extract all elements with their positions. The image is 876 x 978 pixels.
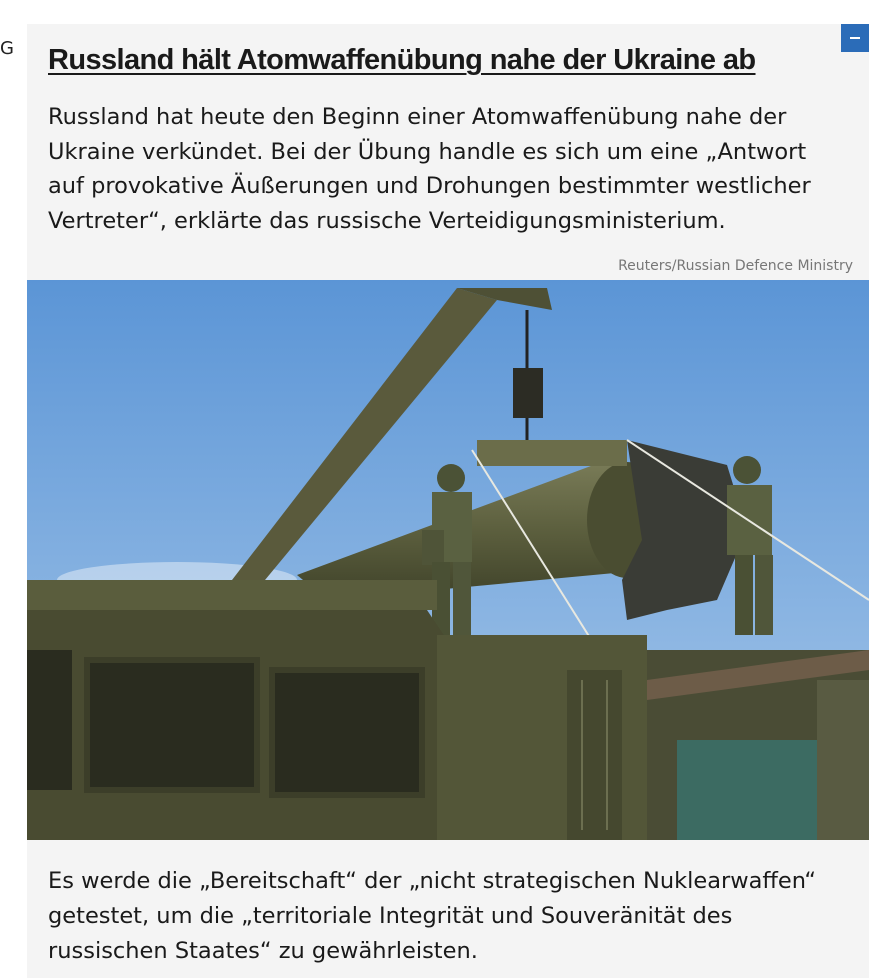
news-ticker-card	[27, 24, 869, 978]
article-headline[interactable]: Russland hält Atomwaffenübung nahe der Ukraine ab	[48, 44, 756, 76]
collapse-button[interactable]	[841, 24, 869, 52]
minus-icon	[850, 37, 860, 39]
article-photo	[27, 280, 869, 840]
image-caption: Es werde die „Bereitschaft“ der „nicht strategischen Nuklearwaffen“ getestet, um die „territoriale Integrität und Souveränität des russischen Staates“ zu gewährleisten.	[48, 868, 817, 964]
article-lead: Russland hat heute den Beginn einer Atomwaffenübung nahe der Ukraine verkündet. Bei der Übung handle es sich um eine „Antwort auf provokative Äußerungen und Drohungen bestimmter westlicher Vertreter“, erklärte das russische Verteidigungsministerium.	[48, 104, 811, 234]
image-credit: Reuters/Russian Defence Ministry	[618, 258, 853, 274]
truncated-edge-text: G	[0, 38, 14, 59]
